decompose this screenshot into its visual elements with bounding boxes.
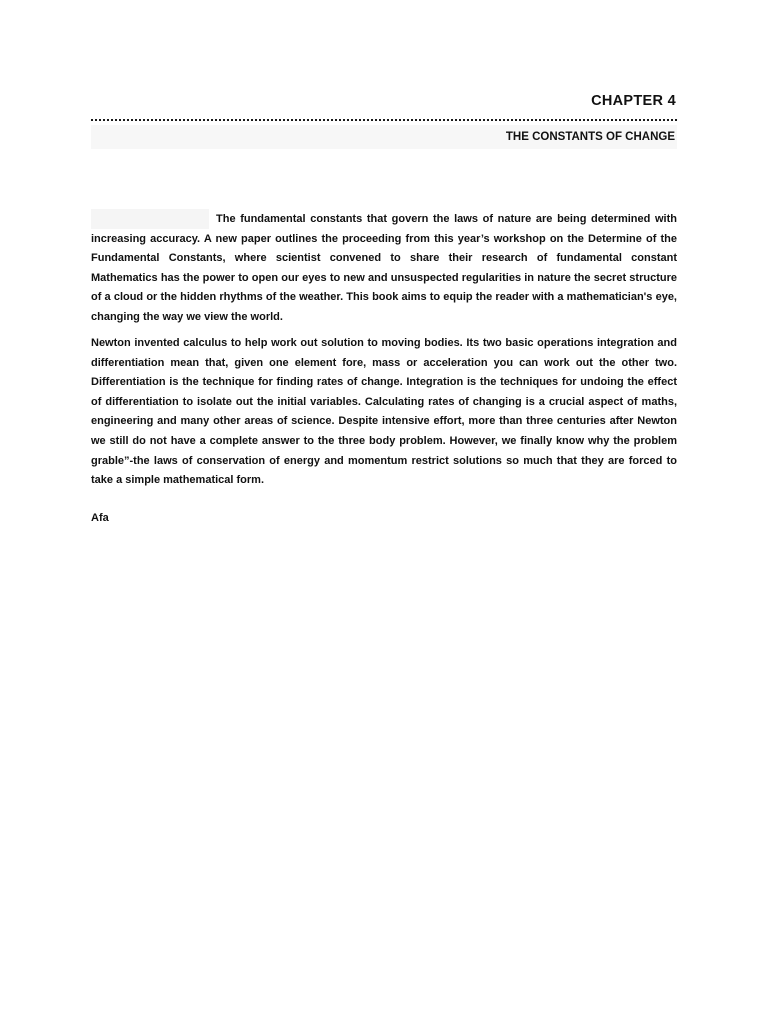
signature: Afa xyxy=(91,512,109,524)
chapter-heading: CHAPTER 4 xyxy=(591,93,676,109)
paragraph-1-text: The fundamental constants that govern the laws of nature are being determined with increasing accuracy. A new paper outlines the proceeding from this year’s workshop on the Determine of the Fundamental Constants, where scientist convened to share their research of fundamental constant Mathematics has the power to open our eyes to new and unsuspected regularities in nature the secret structure of a cloud or the hidden rhythms of the weather. This book aims to equip the reader with a mathematician's eye, changing the way we view the world. xyxy=(91,213,677,323)
dotted-divider xyxy=(91,119,677,121)
paragraph-2: Newton invented calculus to help work out solution to moving bodies. Its two basic operations integration and differentiation mean that, given one element fore, mass or acceleration you can work out the other two. Differentiation is the technique for finding rates of change. Integration is the techniques for undoing the effect of differentiation to isolate out the initial variables. Calculating rates of changing is a crucial aspect of maths, engineering and many other areas of science. Despite intensive effort, more than three centuries after Newton we still do not have a complete answer to the three body problem. However, we finally know why the problem grable”-the laws of conservation of energy and momentum restrict solutions so much that they are forced to take a simple mathematical form. xyxy=(91,337,677,487)
chapter-subtitle: THE CONSTANTS OF CHANGE xyxy=(505,131,675,143)
paragraph-1 xyxy=(91,210,677,328)
